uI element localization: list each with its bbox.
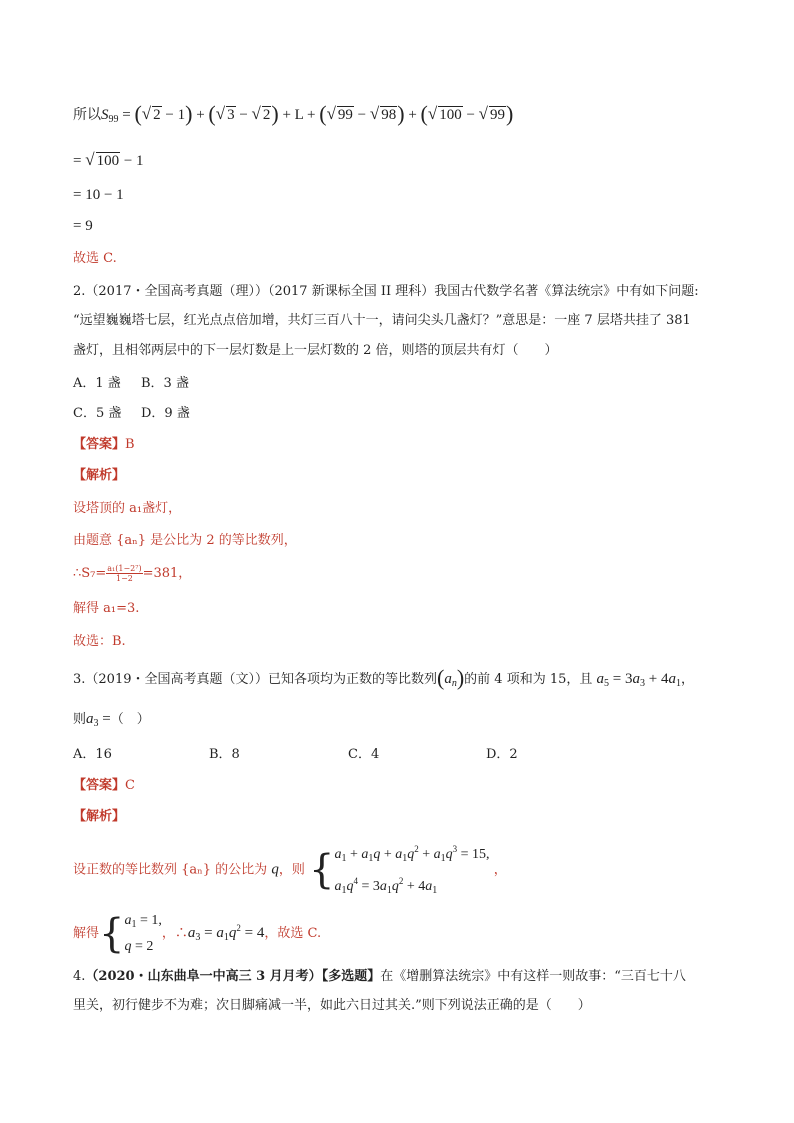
q1-step-1: = √ 100 − 1 [73,150,144,169]
q3-analysis-1: 设正数的等比数列 {aₙ} 的公比为 q，则 { $a_1 + a_1q + a_1q^2 + a_1q^3 = 15$, $a_1q^4 = 3a_1q^2 + 4a_1$ ， [73,844,507,896]
q2-analysis-2: 由题意 {aₙ} 是公比为 2 的等比数列， [73,533,297,548]
q3-solution-2b: ，∴ [161,926,188,941]
q3-stem-line2: 则$a_3$ =（ ） [73,711,150,729]
q3-answer-value: C [125,778,135,793]
q3-option-d: D．2 [486,747,518,762]
q2-frac-denominator: 1−2 [115,574,133,583]
q3-solution-2: 解得 [73,926,100,941]
q1-step-2: = 10 − 1 [73,187,124,203]
q2-sum-fraction [106,564,142,583]
q4-number: 4. [73,969,86,984]
q4-stem-line1 [73,967,686,987]
q2-number: 2. [73,284,86,299]
q3-option-c: C．4 [348,747,380,762]
q1-step-3: = 9 [73,218,93,234]
q2-option-a: A．1 盏 [73,376,121,391]
q3-solution-1b: ，则 [278,862,305,878]
q4-source: （2020・山东曲阜一中高三 3 月月考） [85,969,322,984]
q2-analysis-label: 【解析】 [73,468,126,483]
q2-sum-prefix: ∴S₇= [73,566,107,581]
q2-options-row1 [73,374,189,394]
q2-answer-label: 【答案】 [73,437,126,452]
q2-stem-line3: 盏灯，且相邻两层中的下一层灯数是上一层灯数的 2 倍，则塔的顶层共有灯（ ） [73,343,558,358]
q2-stem1: 我国古代数学名著《算法统宗》中有如下问题: [434,284,699,299]
q2-stem-line1 [73,282,699,302]
q3-source: （2019・全国高考真题（文）） [85,672,268,687]
q3-option-a: A．16 [73,747,112,762]
q3-number: 3. [73,672,86,687]
q3-stem1b: 的前 4 项和为 15，且 [464,672,593,687]
q2-option-c: C．5 盏 [73,406,122,421]
q2-analysis-3 [73,564,191,584]
q1-prefix: 所以 [73,107,101,123]
q2-answer-value: B [125,437,135,452]
q2-analysis-4: 解得 a₁=3. [73,601,140,616]
q3-answer [73,776,135,796]
q4-stem1: 在《增删算法统宗》中有这样一则故事：“三百七十八 [380,969,686,984]
q3-stem2: 则 [73,712,87,727]
q4-stem-line2: 里关，初行健步不为难；次日脚痛减一半，如此六日过其关.”则下列说法正确的是（ ） [73,998,591,1013]
q2-option-b: B．3 盏 [141,376,189,391]
q3-analysis-2: 解得{ $a_1 = 1$, q = 2 ，$\therefore a_3 = a_1q^2 = 4$，故选 C. [73,910,322,957]
q3-answer-label: 【答案】 [73,778,126,793]
q1-conclusion: 故选 C. [73,251,117,266]
q3-option-b: B．8 [209,747,240,762]
q2-frac-numerator: a₁(1−2⁷) [107,564,142,573]
q2-analysis-1: 设塔顶的 a₁盏灯， [73,501,182,516]
q4-tag: 【多选题】 [321,969,381,984]
q3-solution-1: 设正数的等比数列 {aₙ} 的公比为 [73,862,268,878]
q2-source: （2017・全国高考真题（理））（2017 新课标全国 II 理科） [85,284,435,299]
q1-sum-line: 所以$S_{99}$ = (√ 2 − 1) + (√ 3 − √ 2) + L + (√ 99 − √ 98) + (√ 100 − √ 99) [73,101,514,126]
q2-answer [73,435,135,455]
q2-option-d: D．9 盏 [141,406,190,421]
q2-sum-suffix: =381， [142,566,192,581]
q2-analysis-5: 故选：B. [73,634,126,649]
q3-stem-line1: 3.（2019・全国高考真题（文））已知各项均为正数的等比数列$(a_n)$的前 4 项和为 15，且 $a_5 = 3a_3 + 4a_1$， [73,665,694,690]
q3-solution-2c: ，故选 C. [264,926,322,941]
q3-stem1: 已知各项均为正数的等比数列 [268,672,438,687]
q3-options [73,745,518,765]
q2-options-row2 [73,404,190,424]
q3-analysis-label: 【解析】 [73,809,126,824]
q2-stem-line2: “远望巍巍塔七层，红光点点倍加增，共灯三百八十一，请问尖头几盏灯？”意思是：一座 7 层塔共挂了 381 [73,313,691,328]
